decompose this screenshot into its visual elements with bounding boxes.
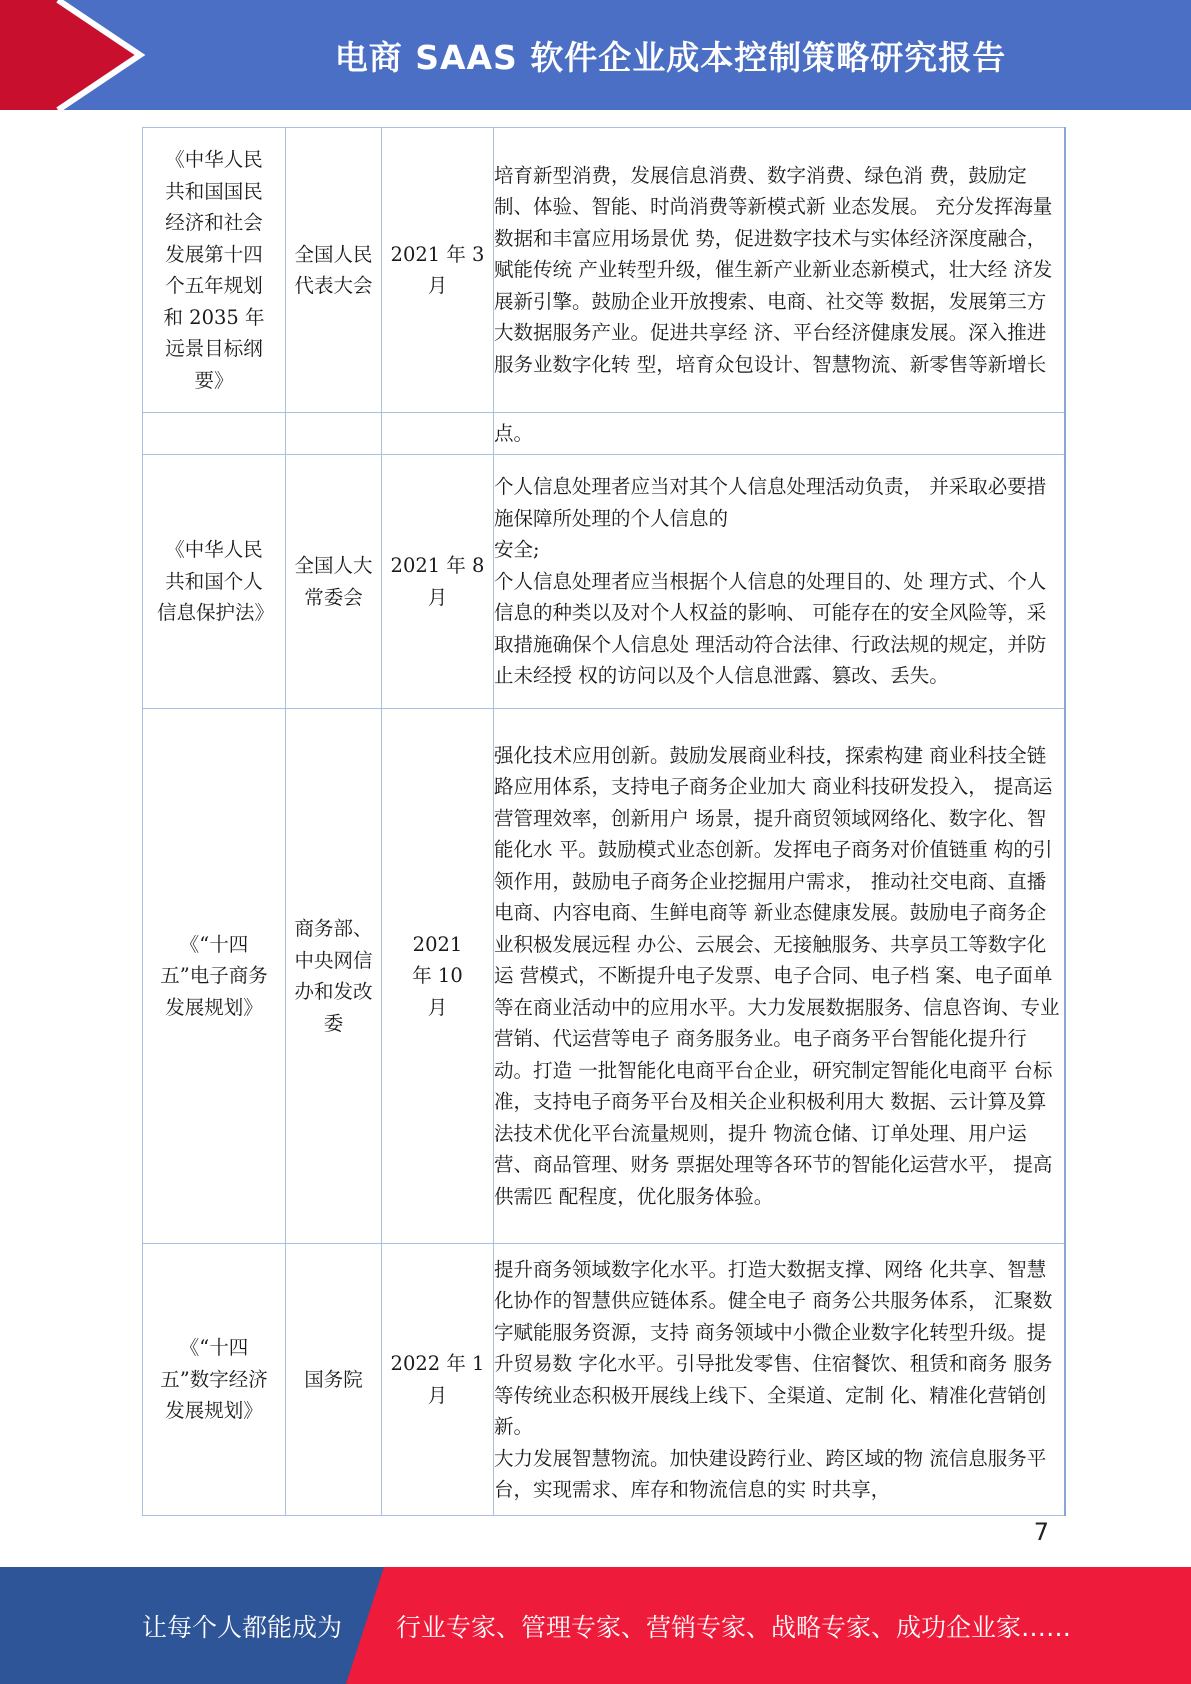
content-cell: 强化技术应用创新。鼓励发展商业科技，探索构建 商业科技全链路应用体系，支持电子商务企业加大 商业科技研发投入， 提高运营管理效率，创新用户 场景，提升商贸领域网络化、数字化、智能化水 平。鼓励模式业态创新。发挥电子商务对价值链重 构的引领作用，鼓励电子商务企业挖掘用户需求， 推动社交电商、直播电商、内容电商、生鲜电商等 新业态健康发展。鼓励电子商务企业积极发展远程 办公、云展会、无接触服务、共享员工等数字化运 营模式，不断提升电子发票、电子合同、电子档 案、电子面单等在商业活动中的应用水平。大力发展数据服务、信息咨询、专业营销、代运营等电子 商务服务业。电子商务平台智能化提升行动。打造 一批智能化电商平台企业，研究制定智能化电商平 台标准，支持电子商务平台及相关企业积极利用大 数据、云计算及算法技术优化平台流量规则，提升 物流仓储、订单处理、用户运营、商品管理、财务 票据处理等各环节的智能化运营水平， 提高供需匹 配程度，优化服务体验。 [494, 709, 1065, 1244]
date-cell [382, 413, 494, 455]
table-row [143, 128, 1065, 413]
table-row [143, 413, 1065, 455]
content-cell: 个人信息处理者应当对其个人信息处理活动负责， 并采取必要措施保障所处理的个人信息的 安全; 个人信息处理者应当根据个人信息的处理目的、处 理方式、个人信息的种类以及对个人权益的影响、 可能存在的安全风险等，采取措施确保个人信息处 理活动符合法律、行政法规的规定，并防止未经授 权的访问以及个人信息泄露、篡改、丢失。 [494, 455, 1065, 709]
page-footer [0, 1567, 1191, 1684]
footer-slogan-left: 让每个人都能成为 [142, 1612, 343, 1642]
issuer-cell: 商务部、中央网信办和发改委 [286, 709, 382, 1244]
date-cell: 2021 年 10 月 [382, 709, 494, 1244]
table-row [143, 709, 1065, 1244]
policy-name-cell: 《“十四五”数字经济发展规划》 [143, 1244, 286, 1516]
issuer-cell: 国务院 [286, 1244, 382, 1516]
content-cell: 培育新型消费，发展信息消费、数字消费、绿色消 费，鼓励定制、体验、智能、时尚消费等新模式新 业态发展。 充分发挥海量数据和丰富应用场景优 势，促进数字技术与实体经济深度融合，赋能传统 产业转型升级，催生新产业新业态新模式，壮大经 济发展新引擎。鼓励企业开放搜索、电商、社交等 数据，发展第三方大数据服务产业。促进共享经 济、平台经济健康发展。深入推进服务业数字化转 型，培育众包设计、智慧物流、新零售等新增长 [494, 128, 1065, 413]
header-arrow-icon [0, 0, 150, 110]
date-cell: 2021 年 3 月 [382, 128, 494, 413]
issuer-cell: 全国人大常委会 [286, 455, 382, 709]
date-cell: 2021 年 8 月 [382, 455, 494, 709]
footer-slogan-right: 行业专家、管理专家、营销专家、战略专家、成功企业家…… [396, 1612, 1072, 1642]
date-cell: 2022 年 1 月 [382, 1244, 494, 1516]
content-cell: 提升商务领域数字化水平。打造大数据支撑、网络 化共享、智慧化协作的智慧供应链体系。健全电子 商务公共服务体系， 汇聚数字赋能服务资源，支持 商务领域中小微企业数字化转型升级。提升贸易数 字化水平。引导批发零售、住宿餐饮、租赁和商务 服务等传统业态积极开展线上线下、全渠道、定制 化、精准化营销创新。 大力发展智慧物流。加快建设跨行业、跨区域的物 流信息服务平台，实现需求、库存和物流信息的实 时共享， [494, 1244, 1065, 1516]
policy-table [142, 127, 1066, 1516]
page-header [0, 0, 1191, 110]
policy-name-cell: 《中华人民共和国国民经济和社会发展第十四个五年规划和 2035 年远景目标纲要》 [143, 128, 286, 413]
issuer-cell [286, 413, 382, 455]
table-row [143, 1244, 1065, 1516]
policy-name-cell [143, 413, 286, 455]
policy-name-cell: 《“十四五”电子商务发展规划》 [143, 709, 286, 1244]
page-number: 7 [1033, 1518, 1049, 1546]
issuer-cell: 全国人民代表大会 [286, 128, 382, 413]
content-cell: 点。 [494, 413, 1065, 455]
report-title: 电商 SAAS 软件企业成本控制策略研究报告 [334, 37, 1007, 77]
policy-name-cell: 《中华人民共和国个人信息保护法》 [143, 455, 286, 709]
table-row [143, 455, 1065, 709]
